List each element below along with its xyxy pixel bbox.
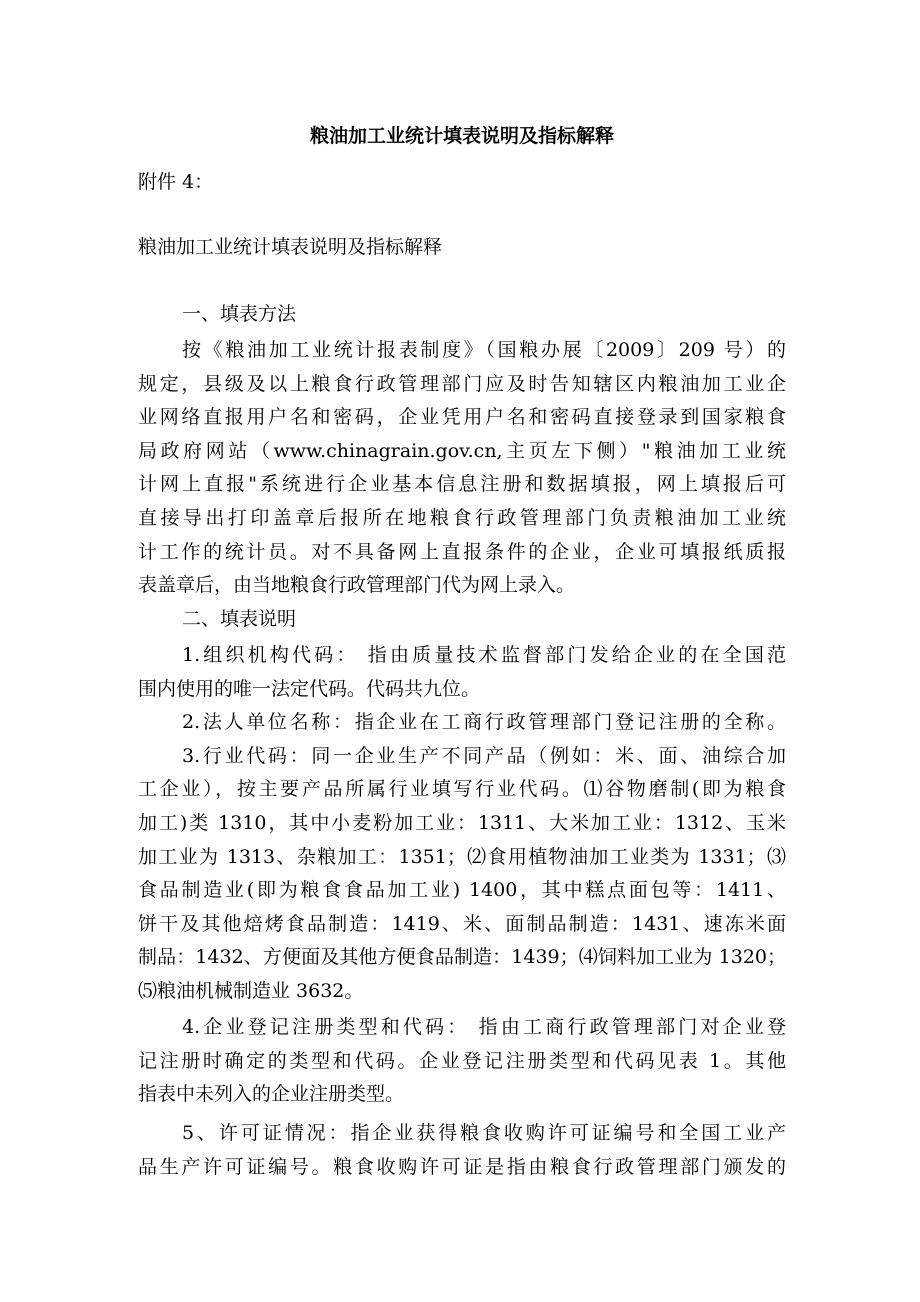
item2-line: 2.法人单位名称：指企业在工商行政管理部门登记注册的全称。: [182, 711, 786, 733]
item4-line: 指表中未列入的企业注册类型。: [138, 1083, 405, 1105]
item3-line: 制品：1432、方便面及其他方便食品制造：1439；⑷饲料加工业为 1320；: [138, 946, 786, 968]
item3-line: 工企业），按主要产品所属行业填写行业代码。⑴谷物磨制(即为粮食: [138, 778, 786, 800]
item4-line: 记注册时确定的类型和代码。企业登记注册类型和代码见表 1。其他: [138, 1050, 786, 1072]
item3-line: 食品制造业(即为粮食食品加工业) 1400，其中糕点面包等：1411、: [138, 879, 786, 901]
attachment-label: 附件 4：: [138, 171, 214, 193]
item1-line: 1.组织机构代码： 指由质量技术监督部门发给企业的在全国范: [182, 644, 786, 666]
section2-heading: 二、填表说明: [182, 608, 297, 630]
section1-line: 计工作的统计员。对不具备网上直报条件的企业，企业可填报纸质报: [138, 541, 786, 563]
section1-line: 局政府网站（www.chinagrain.gov.cn,主页左下侧）"粮油加工业统: [138, 440, 786, 462]
item5-line: 品生产许可证编号。粮食收购许可证是指由粮食行政管理部门颁发的: [138, 1156, 786, 1178]
section1-line: 计网上直报"系统进行企业基本信息注册和数据填报，网上填报后可: [138, 473, 786, 495]
item5-line: 5、许可证情况：指企业获得粮食收购许可证编号和全国工业产: [182, 1122, 786, 1144]
document-title: 粮油加工业统计填表说明及指标解释: [309, 125, 614, 147]
item4-line: 4.企业登记注册类型和代码： 指由工商行政管理部门对企业登: [182, 1016, 786, 1038]
section1-line: 表盖章后，由当地粮食行政管理部门代为网上录入。: [138, 574, 576, 596]
item3-line: 饼干及其他焙烤食品制造：1419、米、面制品制造：1431、速冻米面: [138, 913, 786, 935]
section1-heading: 一、填表方法: [182, 303, 297, 325]
section1-line: 规定，县级及以上粮食行政管理部门应及时告知辖区内粮油加工业企: [138, 373, 786, 395]
section1-line: 直接导出打印盖章后报所在地粮食行政管理部门负责粮油加工业统: [138, 507, 786, 529]
section1-line: 按《粮油加工业统计报表制度》（国粮办展〔2009〕209 号）的: [182, 339, 786, 361]
document-subtitle: 粮油加工业统计填表说明及指标解释: [138, 236, 443, 258]
item3-line: 3.行业代码：同一企业生产不同产品（例如：米、面、油综合加: [182, 745, 786, 767]
item3-line: 加工)类 1310，其中小麦粉加工业：1311、大米加工业：1312、玉米: [138, 812, 786, 834]
item1-line: 围内使用的唯一法定代码。代码共九位。: [138, 678, 481, 700]
item3-line: 加工业为 1313、杂粮加工：1351；⑵食用植物油加工业类为 1331；⑶: [138, 846, 786, 868]
item3-line: ⑸粮油机械制造业 3632。: [138, 980, 364, 1002]
section1-line: 业网络直报用户名和密码，企业凭用户名和密码直接登录到国家粮食: [138, 406, 786, 428]
